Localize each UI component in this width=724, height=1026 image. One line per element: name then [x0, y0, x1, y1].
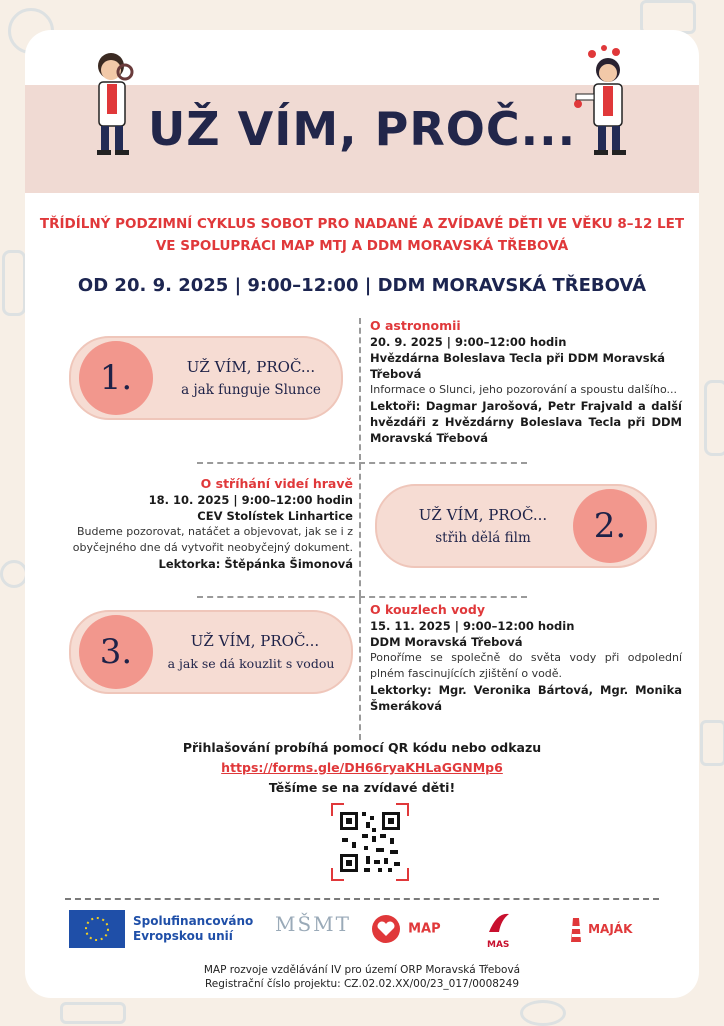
footer-line-2: Registrační číslo projektu: CZ.02.02.XX/00/23_017/0008249 [204, 978, 520, 990]
majak-logo-text: MAJÁK [588, 922, 633, 936]
timeline-divider [197, 596, 527, 598]
session-place: CEV Stolístek Linhartice [197, 509, 353, 523]
session-number: 2. [573, 489, 647, 563]
session-heading: O kouzlech vody [370, 602, 485, 617]
background-doodle [700, 720, 724, 766]
session-1-pill [69, 336, 343, 420]
session-2-info [65, 476, 353, 572]
background-doodle [2, 250, 26, 316]
date-line: OD 20. 9. 2025 | 9:00–12:00 | DDM MORAVSKÁ TŘEBOVÁ [77, 275, 647, 296]
background-doodle [640, 0, 696, 34]
session-lecturers: Lektoři: Dagmar Jarošová, Petr Frajvald a další hvězdáři z Hvězdárny Boleslava Tecla při DDM Moravská Třebová [370, 399, 682, 445]
eu-flag-icon [69, 910, 125, 948]
session-description: Ponoříme se společně do světa vody při odpolední plném fascinujících zjištění o vodě. [370, 651, 682, 680]
bird-icon [487, 910, 511, 936]
eu-text-1: Spolufinancováno [133, 914, 254, 928]
session-number: 3. [79, 615, 153, 689]
timeline-divider [197, 462, 527, 464]
majak-logo [569, 914, 632, 944]
msmt-logo: MŠMT [275, 912, 351, 936]
session-place: Hvězdárna Boleslava Tecla při DDM Moravská Třebová [370, 351, 665, 381]
map-logo-text: MAP [408, 921, 441, 937]
session-lecturers: Lektorky: Mgr. Veronika Bártová, Mgr. Monika Šmeráková [370, 683, 682, 713]
mas-logo-text: MAS [487, 940, 510, 950]
background-doodle [520, 1000, 566, 1026]
session-2-pill [375, 484, 657, 568]
timeline-line [359, 598, 361, 740]
poster-card [25, 30, 699, 998]
eu-logo [69, 910, 253, 948]
session-pill-title: UŽ VÍM, PROČ... [186, 358, 316, 376]
eu-text-2: Evropskou unií [133, 929, 233, 943]
session-heading: O stříhání videí hravě [200, 476, 353, 491]
session-datetime: 20. 9. 2025 | 9:00–12:00 hodin [370, 335, 567, 349]
session-datetime: 15. 11. 2025 | 9:00–12:00 hodin [370, 619, 575, 633]
subtitle-line-1: TŘÍDÍLNÝ PODZIMNÍ CYKLUS SOBOT PRO NADANÉ A ZVÍDAVÉ DĚTI VE VĚKU 8–12 LET [39, 216, 685, 232]
qr-code[interactable] [330, 802, 410, 882]
registration-link[interactable]: https://forms.gle/DH66ryaKHLaGGNMp6 [221, 760, 503, 775]
subtitle-line-2: VE SPOLUPRÁCI MAP MTJ A DDM MORAVSKÁ TŘEBOVÁ [155, 238, 569, 254]
map-logo [369, 914, 441, 944]
closing-text: Těšíme se na zvídavé děti! [268, 780, 456, 795]
mas-logo [487, 910, 511, 950]
session-pill-title: UŽ VÍM, PROČ... [190, 632, 320, 650]
heart-icon [369, 914, 403, 944]
session-description: Informace o Slunci, jeho pozorování a spoustu dalšího... [370, 383, 677, 396]
registration-text: Přihlašování probíhá pomocí QR kódu nebo odkazu [182, 740, 542, 755]
lighthouse-icon [569, 914, 583, 944]
session-datetime: 18. 10. 2025 | 9:00–12:00 hodin [148, 493, 353, 507]
page-title: UŽ VÍM, PROČ... [147, 102, 577, 156]
session-heading: O astronomii [370, 318, 461, 333]
session-pill-subtitle: a jak funguje Slunce [181, 382, 321, 398]
timeline-line [359, 318, 361, 460]
session-lecturers: Lektorka: Štěpánka Šimonová [158, 557, 353, 571]
session-pill-subtitle: střih dělá film [435, 530, 531, 546]
background-doodle [704, 380, 724, 456]
footer-divider [65, 898, 659, 900]
session-3-info [370, 602, 682, 714]
session-place: DDM Moravská Třebová [370, 635, 523, 649]
session-number: 1. [79, 341, 153, 415]
session-pill-subtitle: a jak se dá kouzlit s vodou [167, 656, 335, 671]
session-pill-title: UŽ VÍM, PROČ... [418, 506, 548, 524]
footer-line-1: MAP rozvoje vzdělávání IV pro území ORP Moravská Třebová [203, 964, 521, 976]
session-3-pill [69, 610, 353, 694]
background-doodle [0, 560, 28, 588]
timeline-line [359, 464, 361, 596]
background-doodle [60, 1002, 126, 1024]
session-1-info [370, 318, 682, 446]
session-description: Budeme pozorovat, natáčet a objevovat, jak se i z obyčejného dne dá vytvořit neobyčejný dokument. [72, 525, 353, 554]
